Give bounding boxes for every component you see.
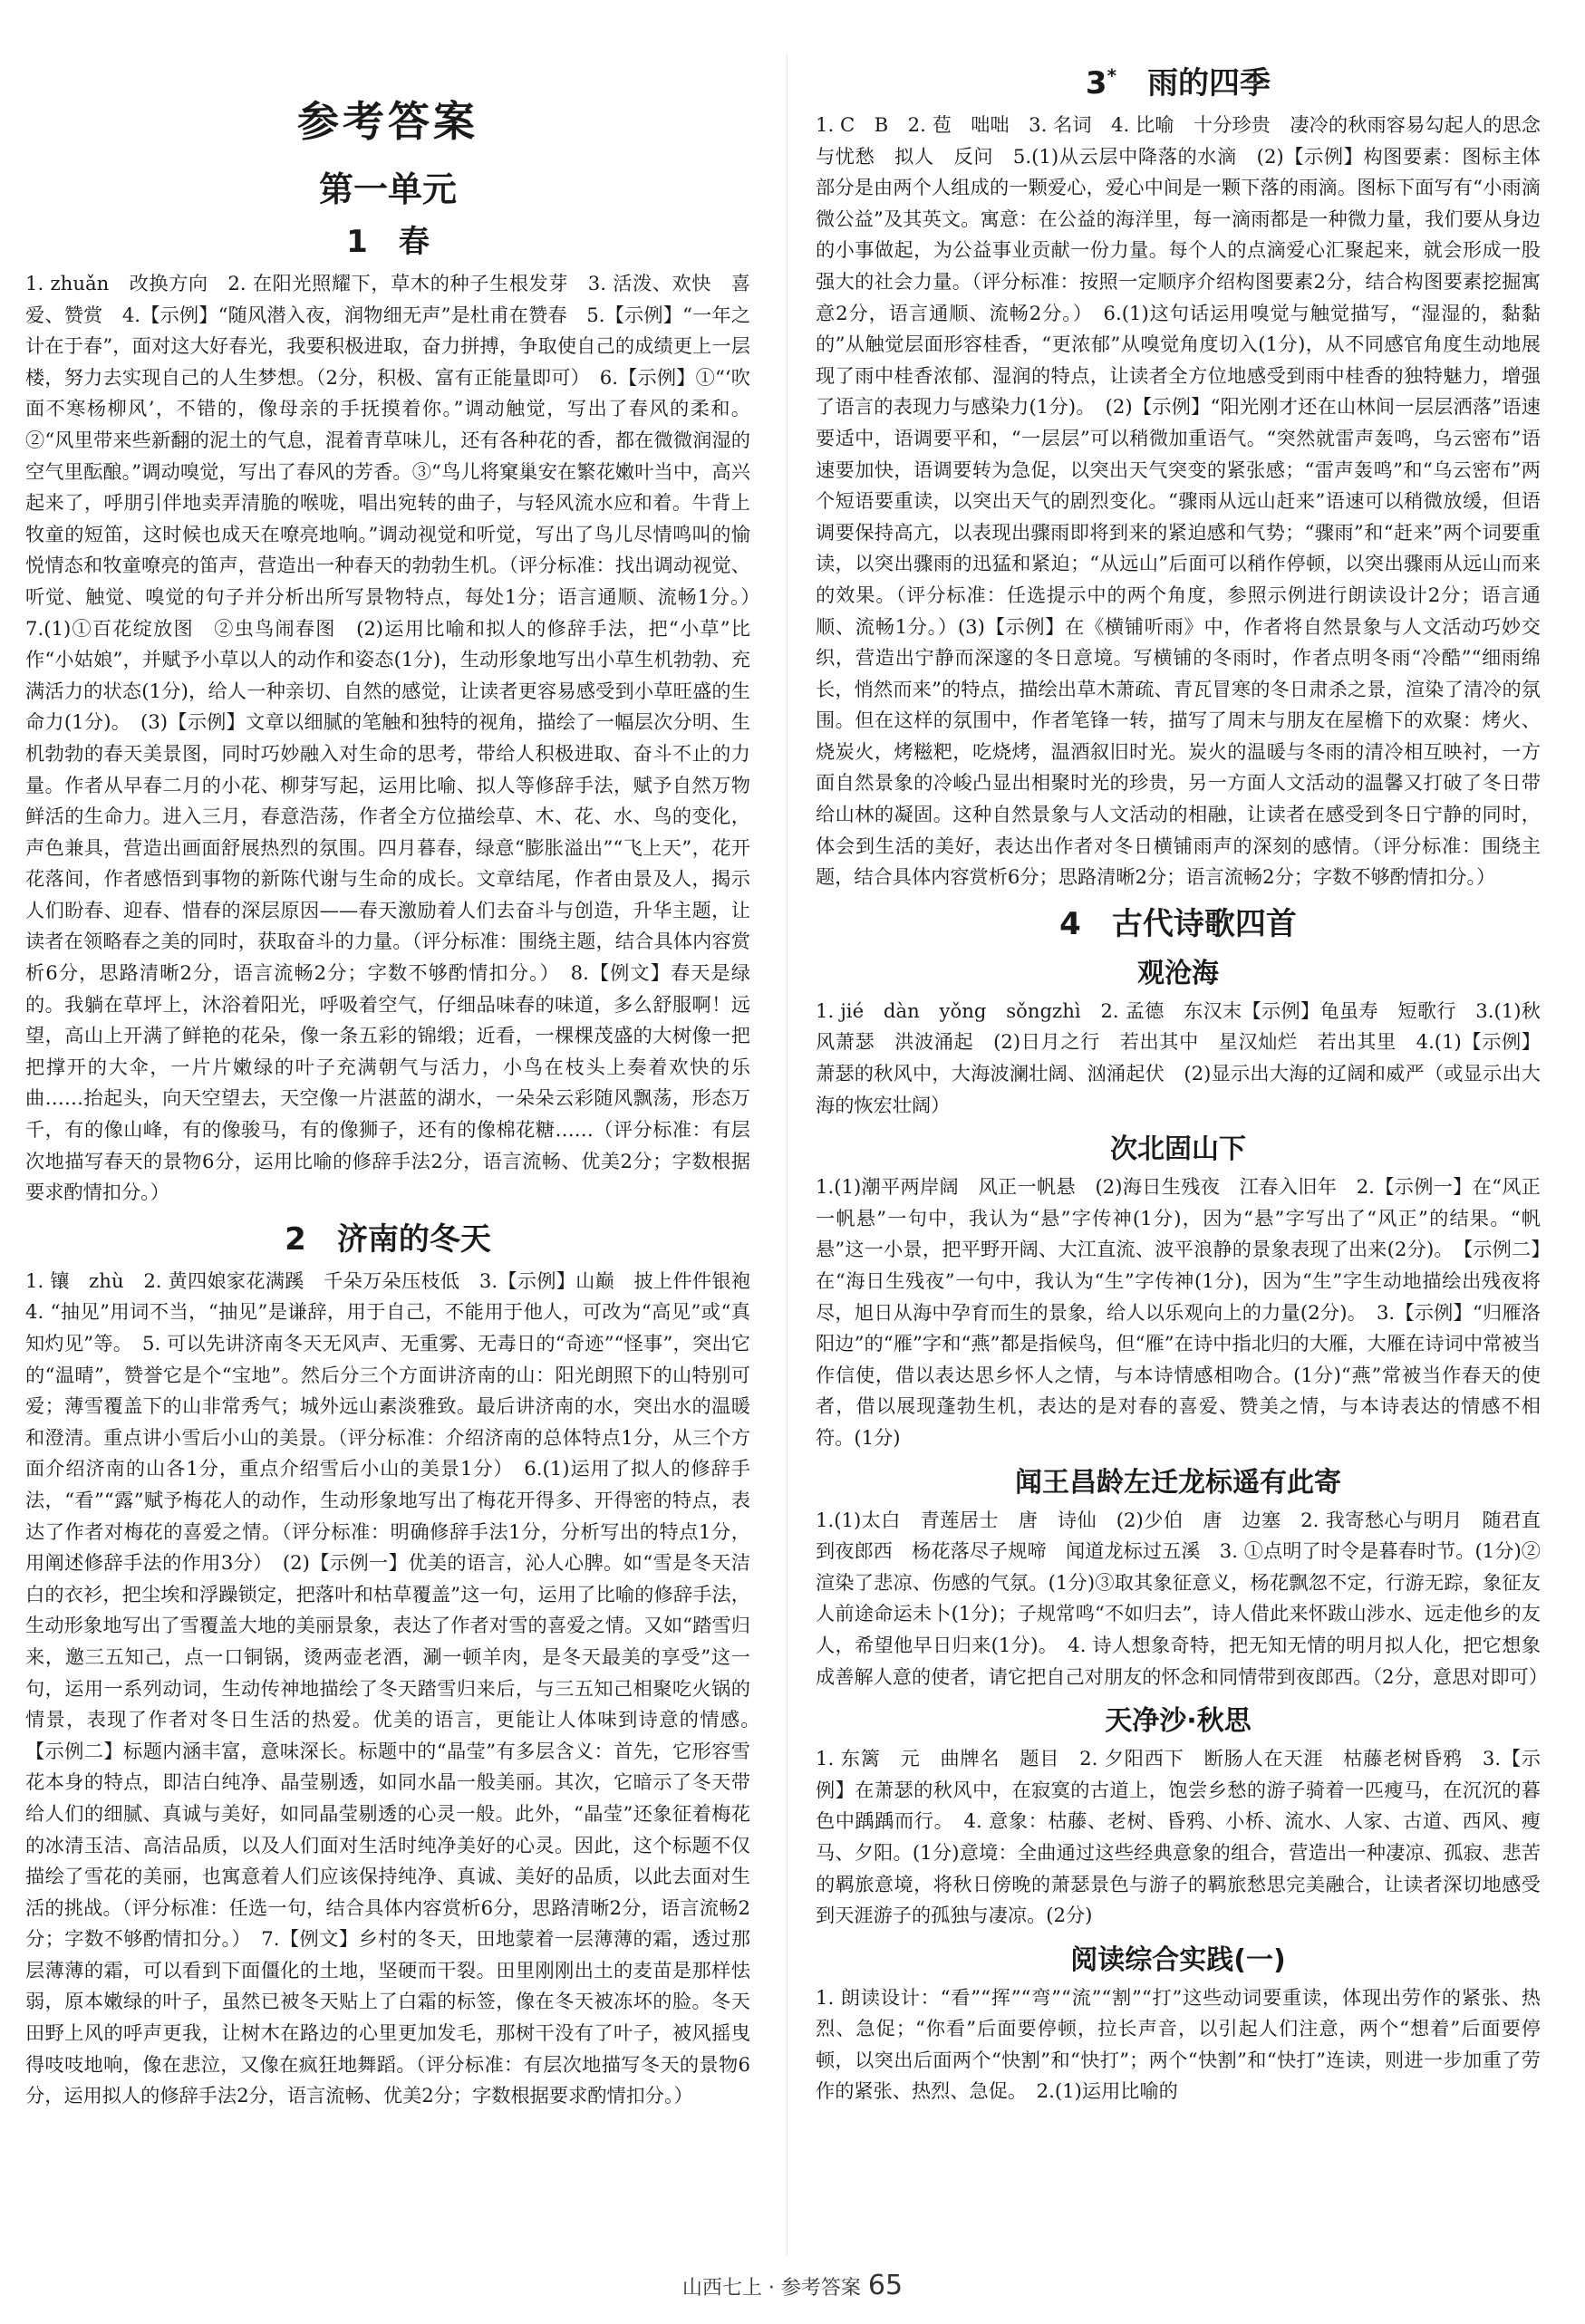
page-number: 65 [867,2270,904,2301]
lesson-4-title: 4 古代诗歌四首 [1059,905,1297,942]
footer-label: 山西七上 · 参考答案 [681,2277,861,2300]
left-column [25,53,770,2112]
lesson-3-answers: 1. C B 2. 苞 咄咄 3. 名词 4. 比喻 十分珍贵 凄冷的秋雨容易勾起人的思念与忧愁 拟人 反问 5.(1)从云层中降落的水滴 (2)【示例】构图要素：图标主体部分是由两个人组成的一颗爱心，爱心中间是一颗下落的雨滴。图标下面写有“小雨滴微公益”及其英文。寓意：在公益的海洋里，每一滴雨都是一种微力量，我们要从身边的小事做起，为公益事业贡献一份力量。每个人的点滴爱心汇聚起来，就会形成一股强大的社会力量。（评分标准：按照一定顺序介绍构图要素2分，结合构图要素挖掘寓意2分，语言通顺、流畅2分。） 6.(1)这句话运用嗅觉与触觉描写，“湿湿的，黏黏的”从触觉层面形容桂香，“更浓郁”从嗅觉角度切入(1分)，从不同感官角度生动地展现了雨中桂香浓郁、湿润的特点，让读者全方位地感受到雨中桂香的独特魅力，增强了语言的表现力与感染力(1分)。 (2)【示例】“阳光刚才还在山林间一层层洒落”语速要适中，语调要平和，“一层层”可以稍微加重语气。“突然就雷声轰鸣，乌云密布”语速要加快，语调要转为急促，以突出天气突变的紧张感；“雷声轰鸣”和“乌云密布”两个短语要重读，以突出天气的剧烈变化。“骤雨从远山赶来”语速可以稍微放缓，但语调要保持高亢，以表现出骤雨即将到来的紧迫感和气势；“骤雨”和“赶来”两个词要重读，以突出骤雨的迅猛和紧迫；“从远山”后面可以稍作停顿，以突出骤雨从远山而来的效果。（评分标准：任选提示中的两个角度，参照示例进行朗读设计2分；语言通顺、流畅1分。）(3)【示例】在《横铺听雨》中，作者将自然景象与人文活动巧妙交织，营造出宁静而深邃的冬日意境。写横铺的冬雨时，作者点明冬雨“冷酷”“细雨绵长，悄然而来”的特点，描绘出草木萧疏、青瓦冒寒的冬日肃杀之景，渲染了清冷的氛围。但在这样的氛围中，作者笔锋一转，描写了周末与朋友在屋檐下的欢聚：烤火、烧炭火，烤糍粑，吃烧烤，温酒叙旧时光。炭火的温暖与冬雨的清冷相互映衬，一方面自然景象的冷峻凸显出相聚时光的珍贵，另一方面人文活动的温馨又打破了冬日带给山林的凝固。这种自然景象与人文活动的相融，让读者在感受到冬日宁静的同时，体会到生活的美好，表达出作者对冬日横铺雨声的深刻的感情。（评分标准：围绕主题，结合具体内容赏析6分；思路清晰2分；语言流畅2分；字数不够酌情扣分。） [816,113,1541,889]
page-footer [0,2270,1585,2301]
lesson-2-answers: 1. 镶 zhù 2. 黄四娘家花满蹊 千朵万朵压枝低 3.【示例】山巅 披上件件银袍 4. “抽见”用词不当，“抽见”是谦辞，用于自己，不能用于他人，可改为“高见”或“真知灼见”等。 5. 可以先讲济南冬天无风声、无重雾、无毒日的“奇迹”“怪事”，突出它的“温晴”，赞誉它是个“宝地”。然后分三个方面讲济南的山：阳光朗照下的山特别可爱；薄雪覆盖下的山非常秀气；城外远山素淡雅致。最后讲济南的水，突出水的温暖和澄清。重点讲小雪后小山的美景。（评分标准：介绍济南的总体特点1分，从三个方面介绍济南的山各1分，重点介绍雪后小山的美景1分） 6.(1)运用了拟人的修辞手法，“看”“露”赋予梅花人的动作，生动形象地写出了梅花开得多、开得密的特点，表达了作者对梅花的喜爱之情。（评分标准：明确修辞手法1分，分析写出的特点1分，用阐述修辞手法的作用3分） (2)【示例一】优美的语言，沁人心脾。如“雪是冬天洁白的衣衫，把尘埃和浮躁锁定，把落叶和枯草覆盖”这一句，运用了比喻的修辞手法，生动形象地写出了雪覆盖大地的美丽景象，表达了作者对雪的喜爱之情。又如“踏雪归来，邀三五知己，点一口铜锅，烫两壶老酒，涮一顿羊肉，是冬天最美的享受”这一句，运用一系列动词，生动传神地描绘了冬天踏雪归来后，与三五知己相聚吃火锅的情景，表现了作者对冬日生活的热爱。优美的语言，更能让人体味到诗意的情感。 【示例二】标题内涵丰富，意味深长。标题中的“晶莹”有多层含义：首先，它形容雪花本身的特点，即洁白纯净、晶莹剔透，如同水晶一般美丽。其次，它暗示了冬天带给人们的细腻、真诚与美好，如同晶莹剔透的心灵一般。此外，“晶莹”还象征着梅花的冰清玉洁、高洁品质，以及人们面对生活时纯净美好的心灵。因此，这个标题不仅描绘了雪花的美丽，也寓意着人们应该保持纯净、真诚、美好的品质，以此去面对生活的挑战。（评分标准：任选一句，结合具体内容赏析6分，思路清晰2分，语言流畅2分；字数不够酌情扣分。） 7.【例文】乡村的冬天，田地蒙着一层薄薄的霜，透过那层薄薄的霜，可以看到下面僵化的土地，坚硬而干裂。田里刚刚出土的麦苗是那样怯弱，原本嫩绿的叶子，虽然已被冬天贴上了白霜的标签，像在冬天被冻坏的脸。冬天田野上风的呼声更我，让树木在路边的心里更加发毛，那树干没有了叶子，被风摇曳得吱吱地响，像在悲泣，又像在疯狂地舞蹈。（评分标准：有层次地描写冬天的景物6分，运用拟人的修辞手法2分，语言流畅、优美2分；字数根据要求酌情扣分。） [25,1268,770,2107]
poem-1-answers: 1. jié dàn yǒng sǒngzhì 2. 孟德 东汉末【示例】龟虽寿 短歌行 3.(1)秋风萧瑟 洪波涌起 (2)日月之行 若出其中 星汉灿烂 若出其里 4.(1)【示例】萧瑟的秋风中，大海波澜壮阔、汹涌起伏 (2)显示出大海的辽阔和威严（或显示出大海的恢宏壮阔） [816,998,1541,1116]
column-divider [787,54,788,2256]
poem-4-answers: 1. 东篱 元 曲牌名 题目 2. 夕阳西下 断肠人在天涯 枯藤老树昏鸦 3.【示例】在萧瑟的秋风中，在寂寞的古道上，饱尝乡愁的游子骑着一匹瘦马，在沉沉的暮色中踽踽而行。 4. 意象：枯藤、老树、昏鸦、小桥、流水、人家、古道、西风、瘦马、夕阳。(1分)意境：全曲通过这些经典意象的组合，营造出一种凄凉、孤寂、悲苦的羁旅意境，将秋日傍晚的萧瑟景色与游子的羁旅愁思完美融合，让读者深切地感受到天涯游子的孤独与凄凉。(2分) [816,1747,1541,1927]
lesson-3-name: 雨的四季 [1147,65,1271,101]
unit-heading: 第一单元 [318,169,457,209]
lesson-1-answers: 1. zhuǎn 改换方向 2. 在阳光照耀下，草木的种子生根发芽 3. 活泼、欢快 喜爱、赞赏 4.【示例】“随风潜入夜，润物细无声”是杜甫在赞春 5.【示例】“一年之计在于春”，面对这大好春光，我要积极进取，奋力拼搏，争取使自己的成绩更上一层楼，努力去实现自己的人生梦想。（2分，积极、富有正能量即可） 6.【示例】①“‘吹面不寒杨柳风’，不错的，像母亲的手抚摸着你。”调动触觉，写出了春风的柔和。②“风里带来些新翻的泥土的气息，混着青草味儿，还有各种花的香，都在微微润湿的空气里酝酿。”调动嗅觉，写出了春风的芳香。③“鸟儿将窠巢安在繁花嫩叶当中，高兴起来了，呼朋引伴地卖弄清脆的喉咙，唱出宛转的曲子，与轻风流水应和着。牛背上牧童的短笛，这时候也成天在嘹亮地响。”调动视觉和听觉，写出了鸟儿尽情鸣叫的愉悦情态和牧童嘹亮的笛声，营造出一种春天的勃勃生机。（评分标准：找出调动视觉、听觉、触觉、嗅觉的句子并分析出所写景物特点，每处1分；语言通顺、流畅1分。） 7.(1)①百花绽放图 ②虫鸟闹春图 (2)运用比喻和拟人的修辞手法，把“小草”比作“小姑娘”，并赋予小草以人的动作和姿态(1分)，生动形象地写出小草生机勃勃、充满活力的状态(1分)，给人一种亲切、自然的感觉，让读者更容易感受到小草旺盛的生命力(1分)。 (3)【示例】文章以细腻的笔触和独特的视角，描绘了一幅层次分明、生机勃勃的春天美景图，同时巧妙融入对生命的思考，带给人积极进取、奋斗不止的力量。作者从早春二月的小花、柳芽写起，运用比喻、拟人等修辞手法，赋予自然万物鲜活的生命力。进入三月，春意浩荡，作者全方位描绘草、木、花、水、鸟的变化，声色兼具，营造出画面舒展热烈的氛围。四月暮春，绿意“膨胀溢出”“飞上天”，花开花落间，作者感悟到事物的新陈代谢与生命的成长。文章结尾，作者由景及人，揭示人们盼春、迎春、惜春的深层原因——春天激励着人们去奋斗与创造，升华主题，让读者在领略春之美的同时，获取奋斗的力量。（评分标准：围绕主题，结合具体内容赏析6分，思路清晰2分，语言流畅2分；字数不够酌情扣分。） 8.【例文】春天是绿的。我躺在草坪上，沐浴着阳光，呼吸着空气，仔细品味春的味道，多么舒服啊！远望，高山上开满了鲜艳的花朵，像一条五彩的锦缎；近看，一棵棵茂盛的大树像一把把撑开的大伞，一片片嫩绿的叶子充满朝气与活力，小鸟在枝头上奏着欢快的乐曲……抬起头，向天空望去，天空像一片湛蓝的湖水，一朵朵云彩随风飘荡，形态万千，有的像山峰，有的像骏马，有的像狮子，还有的像棉花糖……（评分标准：有层次地描写春天的景物6分，运用比喻的修辞手法2分，语言流畅、优美2分；字数根据要求酌情扣分。） [25,272,770,1204]
lesson-3-title [816,58,1541,102]
poem-2-title: 次北固山下 [1110,1133,1246,1166]
lesson-3-number: 3 [1085,65,1107,101]
reading-practice-answers: 1. 朗读设计：“看”“挥”“弯”“流”“割”“打”这些动词要重读，体现出劳作的紧张、热烈、急促；“你看”后面要停顿，拉长声音，以引起人们注意，两个“想着”后面要停顿，以突出后面两个“快割”和“快打”；两个“快割”和“快打”连读，则进一步加重了劳作的紧张、热烈、急促。 2.(1)运用比喻的 [816,1985,1541,2103]
lesson-3-mark: * [1107,64,1117,87]
right-column [816,53,1549,2107]
lesson-1-title: 1 春 [346,224,430,260]
page-title: 参考答案 [297,97,478,146]
lesson-2-title: 2 济南的冬天 [285,1220,491,1258]
reading-practice-title: 阅读综合实践(一) [1070,1943,1286,1976]
poem-4-title: 天净沙·秋思 [1105,1705,1252,1738]
poem-2-answers: 1.(1)潮平两岸阔 风正一帆悬 (2)海日生残夜 江春入旧年 2.【示例一】在“风正一帆悬”一句中，我认为“悬”字传神(1分)，因为“悬”字写出了“风正”的结果。“帆悬”这一小景，把平野开阔、大江直流、波平浪静的景象表现了出来(2分)。 【示例二】在“海日生残夜”一句中，我认为“生”字传神(1分)，因为“生”字生动地描绘出残夜将尽，旭日从海中孕育而生的景象，给人以乐观向上的力量(2分)。 3.【示例】“归雁洛阳边”的“雁”字和“燕”都是指候鸟，但“雁”在诗中指北归的大雁，大雁在诗词中常被当作信使，借以表达思乡怀人之情，与本诗情感相吻合。(1分)“燕”常被当作春天的使者，借以展现蓬勃生机，表达的是对春的喜爱、赞美之情，与本诗表达的情感不相符。(1分) [816,1175,1541,1449]
poem-3-answers: 1.(1)太白 青莲居士 唐 诗仙 (2)少伯 唐 边塞 2. 我寄愁心与明月 随君直到夜郎西 杨花落尽子规啼 闻道龙标过五溪 3. ①点明了时令是暮春时节。(1分)②渲染了悲凉、伤感的气氛。(1分)③取其象征意义，杨花飘忽不定，行游无踪，象征友人前途命运未卜(1分)；子规常鸣“不如归去”，诗人借此来怀跋山涉水、远走他乡的友人，希望他早日归来(1分)。 4. 诗人想象奇特，把无知无情的明月拟人化，把它想象成善解人意的使者，请它把自己对朋友的怀念和同情带到夜郎西。（2分，意思对即可） [816,1508,1549,1688]
poem-1-title: 观沧海 [1137,957,1219,989]
poem-3-title: 闻王昌龄左迁龙标遥有此寄 [1015,1466,1341,1499]
